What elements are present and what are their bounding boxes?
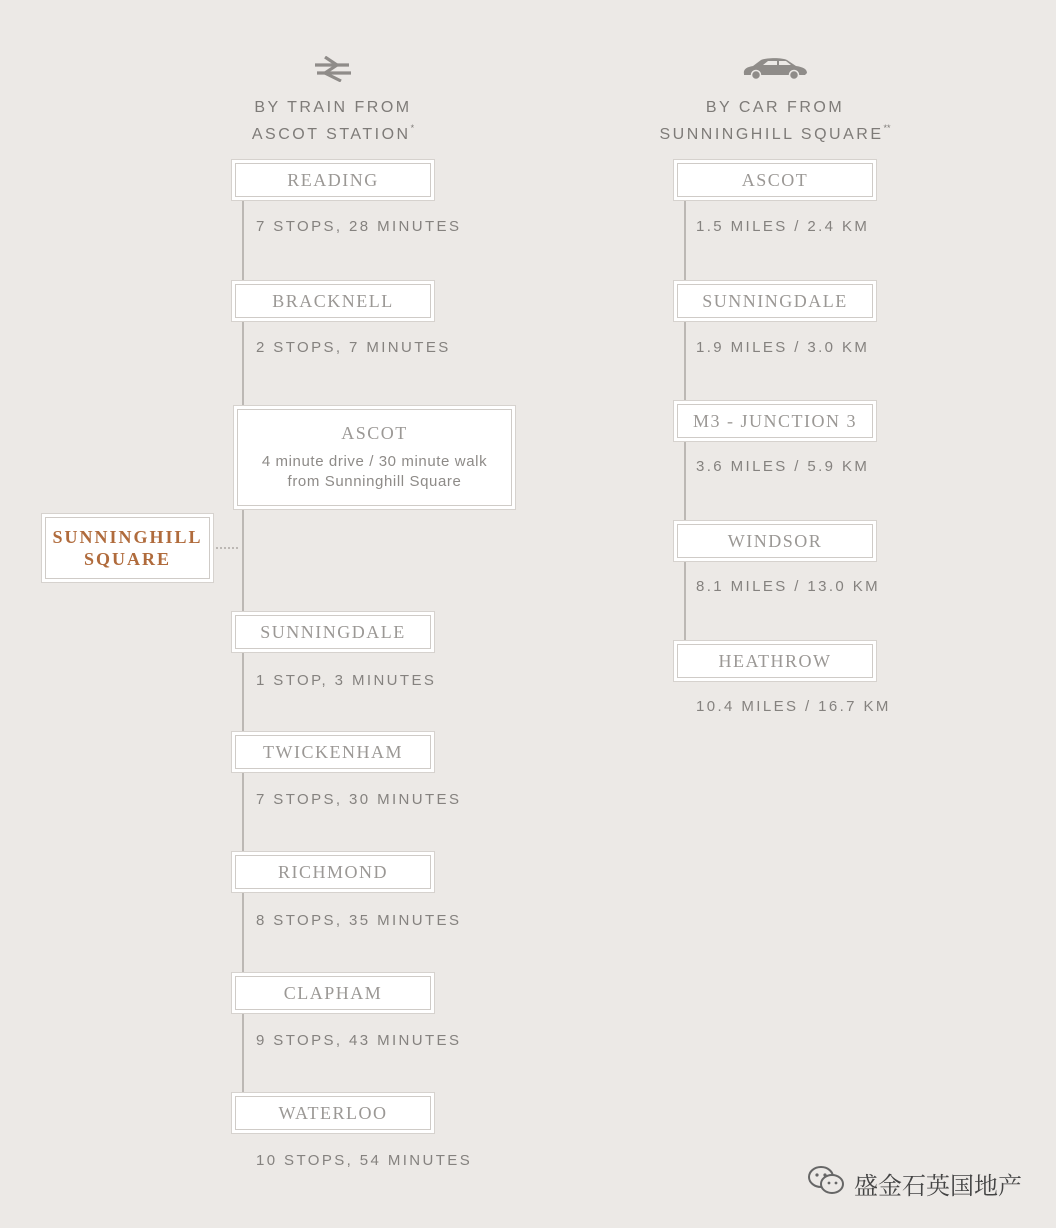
train-info-reading: 7 STOPS, 28 MINUTES [256, 218, 462, 235]
watermark-text: 盛金石英国地产 [854, 1173, 1022, 1200]
train-info-richmond: 8 STOPS, 35 MINUTES [256, 912, 462, 929]
station-waterloo [235, 1096, 431, 1130]
station-ascot [237, 409, 512, 506]
train-info-waterloo: 10 STOPS, 54 MINUTES [256, 1152, 473, 1169]
connector-dots [216, 547, 238, 549]
station-reading [235, 163, 431, 197]
train-heading-line1: BY TRAIN FROM [254, 99, 412, 116]
train-heading [233, 98, 433, 145]
train-info-sunningdale: 1 STOP, 3 MINUTES [256, 672, 437, 689]
train-heading-mark: * [410, 123, 415, 133]
car-info-ascot: 1.5 MILES / 2.4 KM [696, 218, 870, 235]
car-heading-line1: BY CAR FROM [705, 99, 845, 116]
car-icon [741, 56, 809, 80]
station-name: SUNNINGDALE [260, 621, 406, 642]
station-name: CLAPHAM [283, 982, 383, 1003]
car-info-m3-junction: 3.6 MILES / 5.9 KM [696, 458, 870, 475]
station-name: SUNNINGDALE [702, 290, 848, 311]
train-info-twickenham: 7 STOPS, 30 MINUTES [256, 791, 462, 808]
car-stop-heathrow [677, 644, 873, 678]
car-stop-sunningdale [677, 284, 873, 318]
national-rail-icon [313, 56, 353, 82]
car-info-heathrow: 10.4 MILES / 16.7 KM [696, 698, 891, 715]
station-name: M3 - JUNCTION 3 [693, 410, 857, 431]
station-name: WINDSOR [727, 530, 823, 551]
car-info-sunningdale: 1.9 MILES / 3.0 KM [696, 339, 870, 356]
watermark [806, 1164, 1022, 1203]
station-richmond [235, 855, 431, 889]
station-name: ASCOT [741, 169, 809, 190]
car-info-windsor: 8.1 MILES / 13.0 KM [696, 578, 880, 595]
station-name: WATERLOO [278, 1102, 388, 1123]
car-heading-mark: ** [883, 123, 891, 133]
train-heading-line2: ASCOT STATION [251, 126, 411, 143]
highlight-line2: SQUARE [83, 549, 171, 569]
car-heading-line2: SUNNINGHILL SQUARE [659, 126, 884, 143]
station-subtitle: 4 minute drive / 30 minute walk from Sunninghill Square [261, 453, 488, 490]
station-name: BRACKNELL [272, 290, 394, 311]
station-name: HEATHROW [718, 650, 832, 671]
station-name: READING [287, 169, 379, 190]
station-clapham [235, 976, 431, 1010]
station-name: ASCOT [341, 423, 408, 443]
car-stop-windsor [677, 524, 873, 558]
station-twickenham [235, 735, 431, 769]
station-sunningdale-train [235, 615, 431, 649]
sunninghill-square-label [45, 517, 210, 579]
train-info-clapham: 9 STOPS, 43 MINUTES [256, 1032, 462, 1049]
wechat-icon [806, 1164, 846, 1203]
highlight-line1: SUNNINGHILL [52, 527, 203, 547]
station-name: TWICKENHAM [263, 741, 403, 762]
station-name: RICHMOND [277, 861, 388, 882]
car-stop-ascot [677, 163, 873, 197]
car-heading [640, 98, 910, 145]
car-stop-m3-junction [677, 404, 873, 438]
train-info-bracknell: 2 STOPS, 7 MINUTES [256, 339, 451, 356]
station-bracknell [235, 284, 431, 318]
